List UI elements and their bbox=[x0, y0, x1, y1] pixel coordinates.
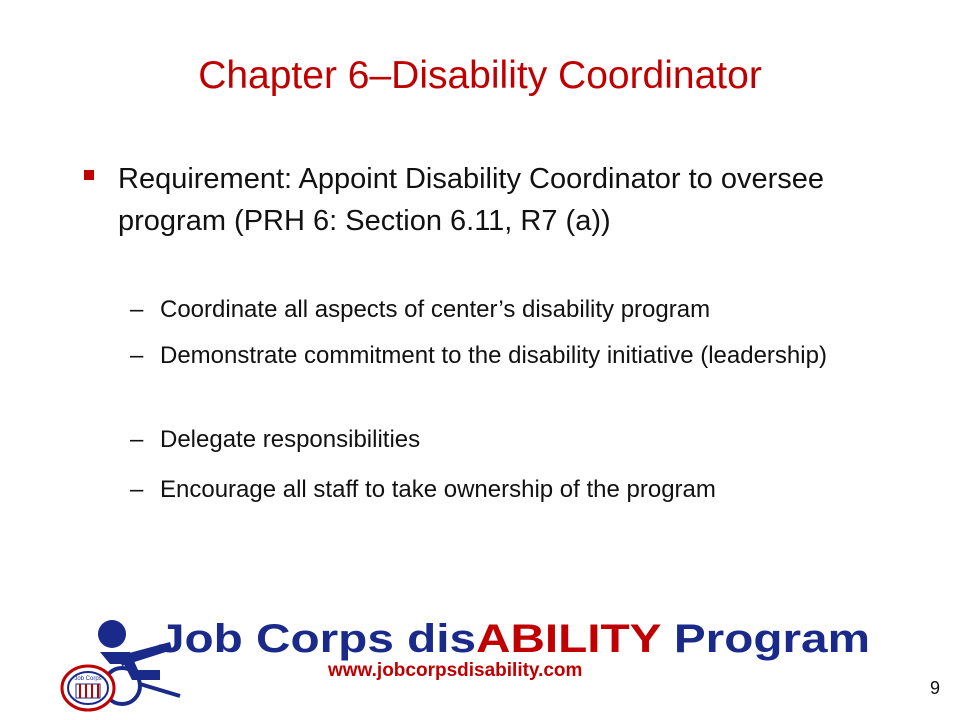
logo-name-part2: ABILITY bbox=[476, 617, 631, 661]
dash-marker: – bbox=[130, 296, 144, 323]
sub-bullet-text: Demonstrate commitment to the disability initiative (leadership) bbox=[160, 342, 827, 369]
dash-marker: – bbox=[130, 476, 144, 503]
logo-name-part1: Job Corps dis bbox=[158, 617, 425, 661]
square-bullet-icon bbox=[84, 170, 94, 180]
logo-program-name bbox=[158, 617, 870, 661]
logo-name-part3: Program bbox=[660, 617, 837, 661]
dash-marker: – bbox=[130, 426, 144, 453]
main-bullet-text: Requirement: Appoint Disability Coordinator to oversee program (PRH 6: Section 6.11, R7 (a)) bbox=[118, 163, 825, 237]
sub-bullet-text: Delegate responsibilities bbox=[160, 426, 421, 453]
sub-bullet-text: Coordinate all aspects of center’s disability program bbox=[160, 296, 711, 323]
seal-text: Job Corps bbox=[74, 676, 102, 682]
dash-marker: – bbox=[130, 342, 144, 369]
logo-url: www.jobcorpsdisability.com bbox=[328, 660, 583, 681]
job-corps-disability-logo bbox=[60, 612, 880, 712]
job-corps-seal-icon bbox=[62, 666, 114, 710]
sub-bullet-text: Encourage all staff to take ownership of the program bbox=[160, 476, 716, 503]
slide-title: Chapter 6–Disability Coordinator bbox=[198, 54, 762, 97]
page-number: 9 bbox=[930, 678, 941, 698]
